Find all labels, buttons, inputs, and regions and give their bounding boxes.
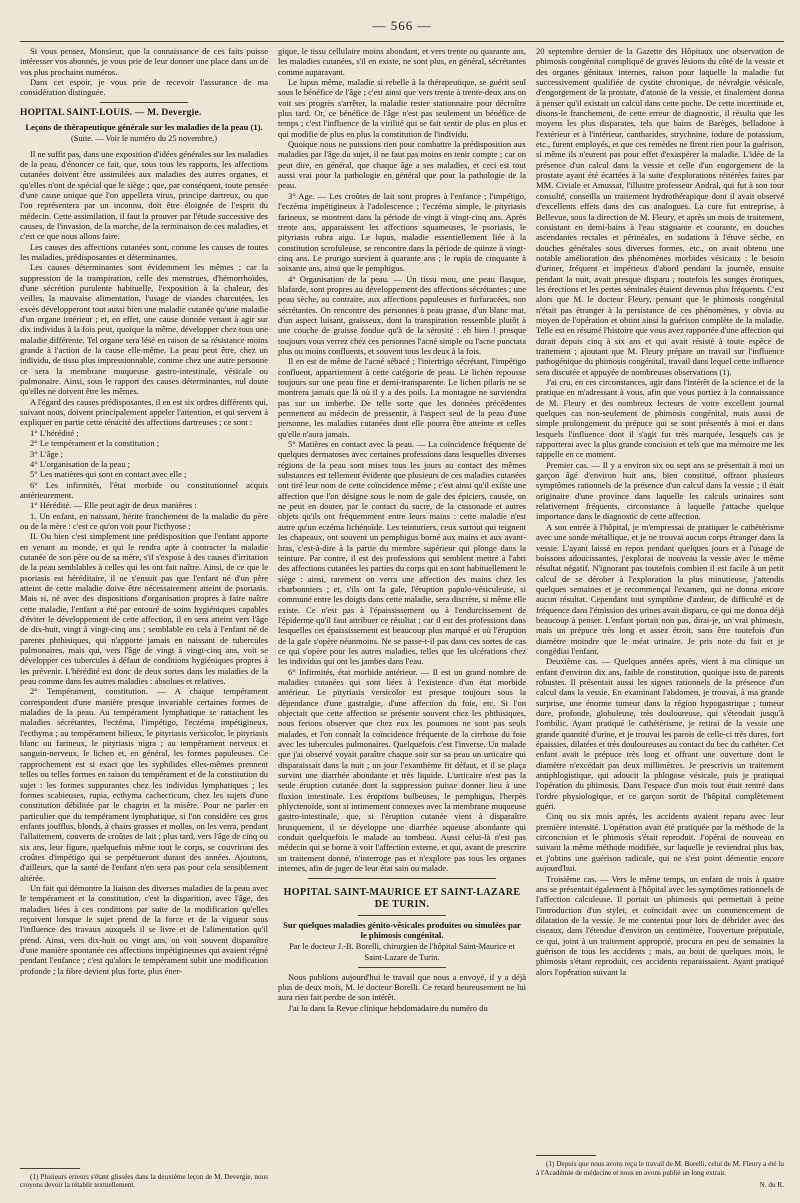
body-paragraph: gique, le tissu cellulaire moins abondant, et vers trente ou quarante ans, les maladies cutanées, s'il en existe, ne sont plus, en général, sécrétantes comme auparavant. xyxy=(278,46,526,77)
body-paragraph: Cinq ou six mois après, les accidents avaient reparu avec leur première intensité. L'opération avait été pratiquée par la méthode de la circoncision et le phimosis s'était reproduit. J'opérai de nouveau en suivant la même méthode modifiée, sur laquelle je reviendrai plus bas, et j'obtins une guérison radicale, qui ne s'est point démentie encore aujourd'hui. xyxy=(536,811,784,874)
body-paragraph: A son entrée à l'hôpital, je m'empressai de pratiquer le cathétérisme avec une sonde métallique, et je ne trouvai aucun corps étranger dans la vessie. L'ayant laissé en repos pendant quelques jours et à l'usage de boissons adoucissantes, j'explorai de nouveau la vessie avec le même résultat négatif. N'ignorant pas toutefois combien il est facile à un petit calcul de se dérober à l'exploration la plus minutieuse, j'attendis quelques semaines et je recommençai l'examen, qui ne donna encore aucun résultat. Cependant tout symptôme d'ardeur, de difficulté et de fréquence dans l'émission des urines avait disparu, ce qui me donna déjà beaucoup à penser. L'enfant portait non pas, dirai-je, un vrai phimosis, mais un prépuce très long et assez étroit, sans être toutefois d'un diamètre moindre que le méat urinaire. Je pris note du fait et je congédiai l'enfant. xyxy=(536,521,784,656)
page-number: — 566 — xyxy=(372,18,432,33)
section-heading-turin: HOPITAL SAINT-MAURICE ET SAINT-LAZARE DE TURIN. xyxy=(283,886,521,910)
body-paragraph: Les causes des affections cutanées sont, comme les causes de toutes les maladies, prédisposantes et déterminantes. xyxy=(20,241,268,262)
body-paragraph: J'ai cru, en ces circonstances, agir dans l'intérêt de la science et de la pratique en m'adressant à vous, afin que vous portiez à la connaissance de M. Fleury et des nombreux lecteurs de votre excellent journal quelques cas non-seulement de phimosis congénital, mais aussi de simple prolongement du prépuce qui se sont présentés à moi et dans lesquels l'influence dont il s'agit fut très marquée, lesquels cas je rapporterai avec la plus grande concision et tels que ma mémoire me les rappelle en ce moment. xyxy=(536,377,784,460)
body-paragraph: Quoique nous ne puissions rien pour combattre la prédisposition aux maladies par l'âge du sujet, il ne faut pas moins en tenir compte ; car on peut dire, en général, que chaque âge a ses maladies, et ceci est tout aussi vrai pour la pathologie en général que pour la pathologie de la peau. xyxy=(278,139,526,191)
body-paragraph: 3° Age. — Les croûtes de lait sont propres à l'enfance ; l'impétigo, l'eczéma impétigineux à l'adolescence ; l'eczéma simple, le pityriasis farineux, se montrent dans la période de vingt à vingt-cinq ans. Après trente ans, apparaissent les affections squameuses, le psoriasis, le pityriasis rubra aigu. Le lupus, maladie essentiellement liée à la constitution scrofuleuse, se rencontre dans la période de quinze à vingt-cinq ans. Le prurigo survient à quarante ans ; le rupia de cinquante à soixante ans, ainsi que le pemphigus. xyxy=(278,190,526,274)
footnote-rule xyxy=(20,1168,80,1169)
body-paragraph: Nous publions aujourd'hui le travail que nous a envoyé, il y a déjà plus de deux mois, M. le docteur Borelli. Ce retard heureusement ne lui aura rien fait perdre de son intérêt. xyxy=(278,971,526,1003)
cause-list-item: 4° L'organisation de la peau ; xyxy=(30,458,130,469)
body-paragraph: 6° Infirmités, état morbide antérieur. — Il est un grand nombre de maladies cutanées qui sont liées à l'existence d'un état morbide antérieur. Le pityriasis versicolor est presque toujours sous la dépendance d'une gastralgie, d'une affection du foie, etc. Si l'on objectait que cette affection se présente souvent chez les phthisiques, nous ferions observer que chez eux les poumons ne sont pas seuls malades, et l'on connaît la coïncidence fréquente de la cirrhose du foie avec les tubercules pulmonaires. Quelquefois c'est l'inverse. Un malade que j'ai observé voyait paraître chaque soir sur sa peau un urticaire qui disparaissait dans la nuit ; un jour l'exanthème fit défaut, et il se plaça survint une diarrhée abondante et très liquide. L'urticaire n'est pas la seule éruption cutanée dont la suppression puisse donner lieu à une fluxion intestinale. Les éruptions bulbeuses, le pemphigus, l'herpès phlyctenoïde, sont si intimement connexes avec la membrane muqueuse gastro-intestinale, que, si l'éruption cutanée vient à disparaître brusquement, il se développe une diarrhée aqueuse abondante qui conduit quelquefois le malade au tombeau. Aussi celui-là n'est pas médecin qui se borne à voir l'affection externe, et qui, avant de prescrire un traitement donné, n'interroge pas et n'explore pas tous les organes internes, afin de juger de leur état sain ou malade. xyxy=(278,666,526,874)
footnote-signature: N. du R. xyxy=(759,1181,784,1190)
body-paragraph: 5° Matières en contact avec la peau. — La coïncidence fréquente de quelques dermatoses avec certaines professions dans lesquelles diverses régions de la peau sont mises tous les jours au contact des mêmes substances est tellement évidente que plusieurs de ces maladies cutanées ont tiré leur nom de cette coïncidence même ; c'est ainsi qu'il existe une affection que l'on désigne sous le nom de gale des épiciers, causée, on ne peut en douter, par le contact du sucre, de la cassonade et autres objets qu'ils ont fréquemment entre leurs mains : cette maladie n'est autre qu'un eczéma lichénoïde. Les teinturiers, ceux surtout qui teignent les chapeaux, ont souvent un pemphigus borné aux mains et aux avant-bras, c'est-à-dire à la partie du membre supérieur qui plonge dans la teinture. Par contre, il est des professions qui semblent mettre à l'abri des affections cutanées les parties du corps qui en sont habituellement le siège : ainsi, rarement on verra une affection des mains chez les charbonniers ; et, s'ils ont la gale, l'éruption papulo-vésiculeuse, si commune entre les doigts dans cette maladie, sera discrète, si même elle existe. Ce n'est pas à l'épaississement ou à l'endurcissement de l'épiderme qu'il faut attribuer ce résultat ; car il est des professions dans lesquelles cet épaississement est beaucoup plus marqué et où l'éruption de la gale s'opère néanmoins. Ne se passe-t-il pas dans ces sortes de cas ce qui s'opère pour les autres maladies, telles que les ulcérations chez les individus qui ont les jambes dans l'eau. xyxy=(278,439,526,667)
body-paragraph: 1. Un enfant, en naissant, hérite franchement de la maladie du père ou de la mère : c'est ce qu'on voit pour l'icthyose ; xyxy=(20,510,268,531)
column-1 xyxy=(20,46,268,1190)
body-paragraph: Troisième cas. — Vers le même temps, un enfant de trois à quatre ans se présentait également à l'hôpital avec les symptômes rationnels de l'affection calculeuse. Il portait un phimosis qui permettait à peine l'introduction d'un stylet, et coïncidait avec un commencement de dilatation de la vessie. Je me contentai pour lors de débrider avec des ciseaux, dans l'étendue d'environ un centimètre, l'ouverture préputiale, ce qui, joint à un traitement approprié, procura en peu de semaines la guérison de tous les accidents ; mais, au bout de quelques mois, le phimosis s'étant reproduit, ces accidents reparaissaient. Ayant pratiqué alors l'opération suivant la xyxy=(536,873,784,977)
article-title: Sur quelques maladies génito-vésicales produites ou simulées par le phimosis congénital. xyxy=(283,919,521,940)
column-3 xyxy=(536,46,784,1190)
cause-list-item: 1° L'hérédité ; xyxy=(30,427,79,438)
byline: Par le docteur J.-B. Borelli, chirurgien de l'hôpital Saint-Maurice et Saint-Lazare de Turin. xyxy=(289,942,515,962)
column-1-footnote-block xyxy=(20,1160,268,1190)
body-paragraph: Il ne suffit pas, dans une exposition d'idées générales sur les maladies de la peau, d'énoncer ce fait, que, sous tous les rapports, les affections cutanées doivent être assimilées aux maladies des autres organes, et qu'elles n'ont de spécial que le siège ; que, par conséquent, toute pensée d'une cause unique que l'on appellera virus, principe dartreux, ou que l'on représentera par un inconnu, doit être éloignée de l'esprit du médecin. Cette assimilation, il faut la prouver par l'étude successive des causes, de l'invasion, de la marche, de la terminaison de ces maladies, et c'est ce que nous allons faire. xyxy=(20,148,268,242)
page-header xyxy=(20,12,784,42)
cause-list-item: 5° Les matières qui sont en contact avec elle ; xyxy=(30,469,187,480)
body-paragraph: Le lupus même, maladie si rebelle à la thérapeutique, se guérit seul sous le bénéfice de l'âge ; c'est ainsi que vers trente à trente-deux ans on voit ses progrès s'arrêter, la maladie rester stationnaire pour décroître plus tard. Or, ce bénéfice de l'âge n'est pas seulement un bénéfice de temps ; c'est l'influence de la virilité qui se fait sentir de plus en plus et qui modifie de plus en plus la constitution de l'individu. xyxy=(278,77,526,139)
body-paragraph: 1° Hérédité. — Elle peut agir de deux manières : xyxy=(30,500,197,511)
body-paragraph: A l'égard des causes prédisposantes, il en est six ordres différents qui, suivant nous, doivent principalement appeler l'attention, et qui servent à expliquer en partie cette ténacité des affections dartreuses ; ce sont : xyxy=(20,396,268,428)
separator xyxy=(358,967,446,968)
intro-paragraph-1: Si vous pensez, Monsieur, que la connaissance de ces faits puisse intéresser vos abonnés, je vous prie de leur donner une place dans un de vos plus prochains numéros. xyxy=(20,46,268,77)
body-paragraph: 20 septembre dernier de la Gazette des Hôpitaux une observation de phimosis congénital compliqué de graves lésions du côté de la vessie et des organes génitaux internes, raison pour laquelle la maladie fut successivement qualifiée de cystite chronique, de névralgie vésicale, d'engorgement de la prostate, d'atonie de la vessie, et finalement donna à penser qu'il existait un calcul dans cette poche. De cette incertitude et, disons-le franchement, de cette erreur de diagnostic, il résulta que les moyens les plus disparates, tels que bains de Barèges, belladone à l'extérieur et à l'intérieur, cantharides, strychnine, iodure de potassium, etc., furent employés, et que ces remèdes ne firent rien pour la guérison, si même ils n'eurent pas pour effet d'exaspérer la maladie. L'idée de la présence d'un calcul dans la vessie et celle d'un engorgement de la prostate ayant été écartées à la suite d'explorations réitérées faites par MM. Civiale et Amussat, l'illustre professeur Andral, qui fut à son tour consulté, conseilla un traitement hydrothérapique dont il avait observé d'excellents effets dans des cas analogues. La cure fut entreprise, à Bellevue, sous la direction de M. Fleury, et après un mois de traitement, consistant en demi-bains à l'eau stagnante et courante, en douches ascendantes rectales et périnéales, en sudations à l'étuve sèche, en douches générales sous diverses formes, etc., on avait obtenu une notable amélioration des phénomènes morbides vésicaux : le besoin d'uriner, fréquent et impérieux d'abord pendant la journée, ensuite pendant la nuit, avait presque disparu ; toutefois les songes érotiques, les érections et les pertes séminales étaient devenus plus fréquents. C'est alors que M. le docteur Fleury, pensant que le phimosis congénital n'était pas étranger à la persistance de ces phénomènes, y obvia au moyen de l'opération et obtint ainsi la guérison complète de la maladie. Telle est en résumé l'histoire que vous avez rapportée d'une affection qui durait depuis cinq à six ans et qui avait résisté à toute espèce de traitement ; ajoutant que M. Fleury prépare un travail sur l'influence pathogénique du phimosis congénital, travail dans lequel cette influence sera discutée et appuyée de nombreuses observations (1). xyxy=(536,46,784,377)
separator xyxy=(308,878,496,879)
body-paragraph: Les causes déterminantes sont évidemment les mêmes ; car la suppression de la transpiration, celle des menstrues, d'hémorrhoïdes, d'une sécrétion purulente habituelle, l'exposition à la chaleur, des veilles, la mauvaise alimentation, l'usage de viandes charcutées, les excès développeront tout aussi bien une maladie cutanée qu'une maladie d'un organe intérieur ; et, en effet, une cause donnée venant à agir sur dix individus à la fois peut, quoique la même, développer chez tous une maladie différente. Tel organe sera lésé en raison de sa résistance moins grande à l'action de la cause elle-même. La peau peut être, chez un individu, de tissu plus impressionnable, comme chez une autre personne ce sera la membrane muqueuse gastro-intestinale, vésicale ou pulmonaire. Ainsi, sous le rapport des causes déterminantes, nul doute qu'elles ne doivent être les mêmes. xyxy=(20,262,268,397)
body-paragraph: Il en est de même de l'acné sébacé ; l'intertrigo sécrétant, l'impétigo confluent, appartiennent à cette catégorie de peau. Le lichen repousse toujours sur une peau fine et demi-transparente. Le lichen pilaris ne se montrera jamais que là où il y a des poils. La montagne ne surviendra pas sur un imberbe. De telle sorte que les données précédentes permettent au médecin de pressentir, à l'aspect seul de la peau d'une personne, les maladies cutanées dont elle pourra être atteinte et celles qu'elle n'aura jamais. xyxy=(278,356,526,439)
cause-list-item: 3° L'âge ; xyxy=(30,448,63,459)
column-2 xyxy=(278,46,526,1190)
lecture-title: Leçons de thérapeutique générale sur les maladies de la peau (1). xyxy=(25,121,263,132)
body-paragraph: II. Ou bien c'est simplement une prédisposition que l'enfant apporte en venant au monde, et qui le rendra apte à contracter la maladie cutanée de son père ou de sa mère, s'il s'expose à des causes d'irritation de la peau semblables à celles qui les ont fait naître. Ainsi, de ce que le psoriasis est héréditaire, il ne s'ensuit pas que l'enfant né d'un père atteint de cette maladie doive être nécessairement atteint de psoriasis. Mais si, né avec des dispositions d'organisation propres à faire naître cette maladie, l'enfant a été par entouré de soins hygiéniques capables d'éviter le développement de cette affection, il en sera atteint vers l'âge de dix-huit, vingt à vingt-cinq ans ; semblable en cela à l'enfant né de parents phthisiques, qui n'apporte jamais en naissant de tubercules pulmonaires, mais qui, vers l'âge de vingt à vingt-cinq ans, voit se développer ces tubercules à défaut de conditions hygiéniques propres à les prévenir. L'hérédité est donc de deux sortes dans les maladies de la peau comme dans les autres maladies : absolues et relatives. xyxy=(20,531,268,687)
body-paragraph: Premier cas. — Il y a environ six ou sept ans se présentait à moi un garçon âgé d'environ huit ans, bien constitué, offrant plusieurs symptômes rationnels de la présence d'un calcul dans la vessie ; il était originaire d'une province dans laquelle les calculs urinaires sont relativement fréquents, circonstance à laquelle j'attache quelque importance dans le diagnostic de cette affection. xyxy=(536,459,784,522)
body-paragraph: Deuxième cas. — Quelques années après, vient à ma clinique un enfant d'environ dix ans, faible de constitution, quoique issu de parents robustes. Il présentait aussi les signes rationnels de la présence d'un calcul dans la vessie. En examinant l'abdomen, je trouvai, à ma grande surprise, une énorme tumeur dans la région hypogastrique ; tumeur dure, profonde, globuleuse, très douloureuse, qui s'étendait jusqu'à l'ombilic. Ayant pratiqué le cathétérisme, je retirai de la vessie une grande quantité d'urine, et je trouvai les parois de celle-ci très dures, fort épaissies, dilatées et très douloureuses au contact du bec du cathéter. Cet enfant avait le prépuce très long et offrant une ouverture dont le diamètre n'excédait pas deux millimètres. Je prescrivis un traitement antiphlogistique, qui adoucit la phlogose vésicale, puis je pratiquai l'opération du phimosis. Dans l'espace d'un mois tout était rentré dans l'ordre physiologique, et ce garçon sortit de l'hôpital complètement guéri. xyxy=(536,656,784,812)
footnote: (1) Plusieurs erreurs s'étant glissées dans la deuxième leçon de M. Devergie, nous croyons devoir la rétablir textuellement. xyxy=(20,1172,268,1190)
separator xyxy=(100,102,188,103)
body-paragraph: 4° Organisation de la peau. — Un tissu mou, une peau flasque, blafarde, sont propres au développement des affections sécrétantes ; une peau sèche, au contraire, aux affections papuleuses et furfuracées, non sécrétantes. On rencontre des personnes à peau grasse, d'un blanc mat, d'un aspect luisant, graisseux, dont la transpiration ressemble plutôt à une couche de graisse fondue qu'à de la sérosité : eh bien ! presque toujours vous verrez chez ces personnes l'acné simple ou l'acne punctata plus ou moins confluents, et souvent tous les deux à la fois. xyxy=(278,273,526,356)
section-heading-saint-louis: HOPITAL SAINT-LOUIS. — M. Devergie. xyxy=(20,107,202,118)
column-3-footnote-block xyxy=(536,1147,784,1190)
body-paragraph: J'ai lu dans la Revue clinique hebdomadaire du numéro du xyxy=(288,1002,488,1013)
footnote-rule xyxy=(536,1155,596,1156)
body-paragraph: 2° Tempérament, constitution. — A chaque tempérament correspondent d'une manière presque invariable certaines formes de maladies de la peau. Au tempérament lymphatique se rattachent les maladies sécrétantes, l'eczéma, l'impétigo, l'eczéma impétigineux, l'ecthyma ; au tempérament bilieux, le pityriasis versicolor, le pityriasis blanc ou farineux, le pityriasis nigra ; au tempérament nerveux et sanguin-nerveux, le lichen et, en général, les formes papuleuses. Ce rapprochement est si exact que les syphilides elles-mêmes prennent telles ou telles formes en raison du tempérament et de la constitution du sujet : les formes suppurantes chez les individus lymphatiques ; les formes scabieuses, rupia, ecthyma cachecticum, chez les sujets d'une constitution débilitée par le chagrin et la misère. Pour ne parler en particulier que du tempérament lymphatique, si l'on considère ces gros enfants joufflus, blonds, à chairs grasses et molles, on les verra, pendant l'allaitement, couverts de croûtes de lait ; plus tard, vers l'âge de cinq ou six ans, leur figure, quelquefois même tout le corps, se couvriront des croûtes d'impétigo qui se perpétueront durant des années. Ajoutons, d'ailleurs, que la santé de l'enfant n'en sera pas pour cela sensiblement altérée. xyxy=(20,686,268,883)
body-paragraph: Un fait qui démontre la liaison des diverses maladies de la peau avec le tempérament et la constitution, c'est la disparition, avec l'âge, des maladies liées à ces conditions par suite de la modification qu'elles reçoivent lorsque le sujet prend de la force et de la vigueur sous l'influence des travaux auxquels il se livre et de l'alimentation qu'il prend. Ainsi, vers dix-huit ou vingt ans, on voit souvent disparaître d'une manière spontanée ces affections impétigineuses qui avaient régné pendant l'enfance ; c'est qu'alors le tempérament subit une modification profonde ; la fibre devient plus forte, plus éner- xyxy=(20,882,268,976)
cause-list-item: 2° Le tempérament et la constitution ; xyxy=(30,438,160,449)
separator xyxy=(358,915,446,916)
continuation-note: (Suite. — Voir le numéro du 25 novembre.) xyxy=(71,134,217,144)
footnote: (1) Depuis que nous avons reçu le travail de M. Borelli, celui de M. Fleury a été lu à l'Académie de médecine et nous en avons publié un long extrait. xyxy=(536,1160,784,1177)
intro-paragraph-2: Dans cet espoir, je vous prie de recevoir l'assurance de ma considération distinguée. xyxy=(20,77,268,98)
cause-list-item: 6° Les infirmités, l'état morbide ou constitutionnel acquis antérieurement. xyxy=(20,479,268,500)
article-columns xyxy=(20,42,784,1190)
